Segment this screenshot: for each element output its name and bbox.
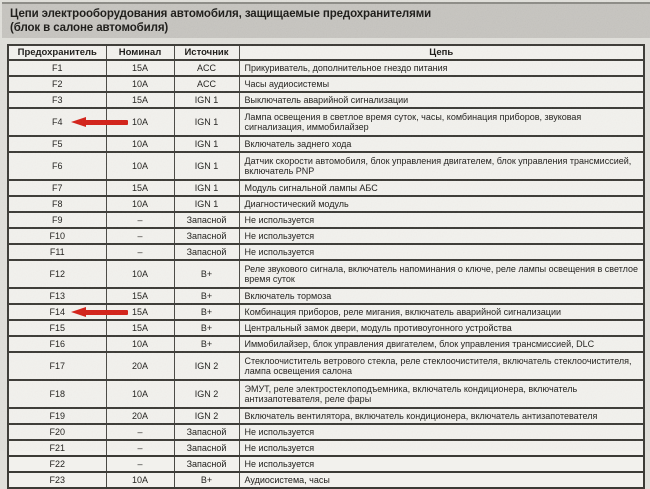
fuse-id: F1 (51, 62, 63, 73)
fuse-source-cell: IGN 2 (174, 408, 239, 424)
fuse-source-cell: Запасной (174, 212, 239, 228)
page-title-band (2, 2, 650, 38)
fuse-circuit-cell: Не используется (239, 456, 644, 472)
fuse-id-cell (8, 92, 106, 108)
fuse-circuit-cell: Центральный замок двери, модуль противоугонного устройства (239, 320, 644, 336)
fuse-id: F13 (49, 290, 65, 301)
fuse-id: F10 (49, 230, 65, 241)
fuse-id-cell (8, 60, 106, 76)
fuse-id: F21 (49, 442, 65, 453)
fuse-id-cell (8, 408, 106, 424)
fuse-circuit-cell: Часы аудиосистемы (239, 76, 644, 92)
fuse-circuit-cell: Стеклоочиститель ветрового стекла, реле стеклоочистителя, включатель стеклоочистителя, лампа освещения салона (239, 352, 644, 380)
fuse-rating-cell: 15A (106, 304, 174, 320)
fuse-id-cell (8, 136, 106, 152)
fuse-table-row (8, 180, 644, 196)
fuse-source-cell: IGN 1 (174, 136, 239, 152)
arrow-head (71, 117, 86, 127)
fuse-table (7, 44, 645, 489)
fuse-id-cell (8, 76, 106, 92)
fuse-circuit-cell: Диагностический модуль (239, 196, 644, 212)
fuse-id-cell (8, 196, 106, 212)
fuse-rating-cell: 10A (106, 152, 174, 180)
fuse-source-cell: IGN 1 (174, 196, 239, 212)
fuse-rating-cell: – (106, 244, 174, 260)
fuse-id: F5 (51, 138, 63, 149)
fuse-rating-cell: 20A (106, 408, 174, 424)
fuse-source-cell: Запасной (174, 440, 239, 456)
fuse-id-cell (8, 352, 106, 380)
fuse-circuit-cell: Иммобилайзер, блок управления двигателем, блок управления трансмиссией, DLC (239, 336, 644, 352)
fuse-source-cell: IGN 1 (174, 180, 239, 196)
fuse-id-cell (8, 424, 106, 440)
fuse-table-row (8, 380, 644, 408)
fuse-table-header-row (8, 45, 644, 60)
fuse-rating-cell: 15A (106, 60, 174, 76)
fuse-circuit-cell: Включатель заднего хода (239, 136, 644, 152)
fuse-circuit-cell: Не используется (239, 440, 644, 456)
fuse-id: F4 (51, 116, 63, 127)
fuse-source-cell: Запасной (174, 228, 239, 244)
fuse-circuit-cell: Не используется (239, 228, 644, 244)
fuse-table-row (8, 336, 644, 352)
fuse-id-cell (8, 288, 106, 304)
fuse-circuit-cell: ЭМУТ, реле электростеклоподъемника, включатель кондиционера, включатель антизапотевателя, реле фары (239, 380, 644, 408)
fuse-rating-cell: 10A (106, 472, 174, 488)
fuse-table-row (8, 228, 644, 244)
fuse-source-cell: B+ (174, 288, 239, 304)
fuse-table-row (8, 456, 644, 472)
fuse-id-cell (8, 108, 106, 136)
fuse-rating-cell: – (106, 424, 174, 440)
fuse-source-cell: IGN 1 (174, 152, 239, 180)
fuse-circuit-cell: Прикуриватель, дополнительное гнездо питания (239, 60, 644, 76)
fuse-id: F12 (49, 268, 65, 279)
fuse-source-cell: ACC (174, 76, 239, 92)
fuse-circuit-cell: Реле звукового сигнала, включатель напоминания о ключе, реле лампы освещения в светлое время суток (239, 260, 644, 288)
fuse-rating-cell: 15A (106, 180, 174, 196)
fuse-rating-cell: 20A (106, 352, 174, 380)
fuse-circuit-cell: Комбинация приборов, реле мигания, включатель аварийной сигнализации (239, 304, 644, 320)
fuse-source-cell: IGN 2 (174, 352, 239, 380)
fuse-circuit-cell: Включатель тормоза (239, 288, 644, 304)
fuse-circuit-cell: Включатель вентилятора, включатель кондиционера, включатель антизапотевателя (239, 408, 644, 424)
fuse-id: F2 (51, 78, 63, 89)
fuse-circuit-cell: Не используется (239, 212, 644, 228)
fuse-id-cell (8, 336, 106, 352)
fuse-rating-cell: 15A (106, 92, 174, 108)
fuse-id-cell (8, 212, 106, 228)
fuse-id-cell (8, 152, 106, 180)
fuse-id: F3 (51, 94, 63, 105)
fuse-id: F7 (51, 182, 63, 193)
fuse-rating-cell: 15A (106, 288, 174, 304)
fuse-source-cell: Запасной (174, 424, 239, 440)
fuse-source-cell: IGN 1 (174, 108, 239, 136)
fuse-id: F22 (49, 458, 65, 469)
fuse-table-row (8, 304, 644, 320)
fuse-table-row (8, 196, 644, 212)
fuse-table-row (8, 108, 644, 136)
fuse-id: F20 (49, 426, 65, 437)
fuse-rating-cell: – (106, 440, 174, 456)
fuse-id: F23 (49, 474, 65, 485)
fuse-rating-cell: 10A (106, 136, 174, 152)
fuse-id: F9 (51, 214, 63, 225)
fuse-source-cell: B+ (174, 472, 239, 488)
fuse-id: F14 (49, 306, 65, 317)
fuse-rating-cell: – (106, 456, 174, 472)
column-header-fuse: Предохранитель (8, 45, 106, 60)
fuse-table-row (8, 288, 644, 304)
fuse-id: F6 (51, 160, 63, 171)
page-title-line-1: Цепи электрооборудования автомобиля, защищаемые предохранителями (10, 8, 432, 20)
fuse-id: F19 (49, 410, 65, 421)
fuse-circuit-cell: Не используется (239, 244, 644, 260)
fuse-rating-cell: – (106, 212, 174, 228)
fuse-id-cell (8, 304, 106, 320)
fuse-id: F8 (51, 198, 63, 209)
fuse-circuit-cell: Не используется (239, 424, 644, 440)
fuse-id: F16 (49, 338, 65, 349)
fuse-table-row (8, 440, 644, 456)
fuse-source-cell: Запасной (174, 244, 239, 260)
fuse-rating-cell: 10A (106, 196, 174, 212)
fuse-id-cell (8, 380, 106, 408)
fuse-id-cell (8, 228, 106, 244)
fuse-id: F17 (49, 360, 65, 371)
fuse-source-cell: IGN 2 (174, 380, 239, 408)
fuse-table-row (8, 320, 644, 336)
fuse-table-row (8, 92, 644, 108)
page-title-line-2: (блок в салоне автомобиля) (10, 22, 169, 34)
column-header-source: Источник (174, 45, 239, 60)
fuse-circuit-cell: Модуль сигнальной лампы АБС (239, 180, 644, 196)
fuse-rating-cell: 10A (106, 76, 174, 92)
fuse-table-row (8, 260, 644, 288)
fuse-source-cell: B+ (174, 336, 239, 352)
fuse-id: F18 (49, 388, 65, 399)
fuse-source-cell: B+ (174, 304, 239, 320)
fuse-table-row (8, 136, 644, 152)
fuse-rating-cell: 10A (106, 336, 174, 352)
fuse-source-cell: B+ (174, 320, 239, 336)
fuse-rating-cell: 10A (106, 260, 174, 288)
fuse-id-cell (8, 456, 106, 472)
column-header-circuit: Цепь (239, 45, 644, 60)
fuse-source-cell: Запасной (174, 456, 239, 472)
fuse-circuit-cell: Выключатель аварийной сигнализации (239, 92, 644, 108)
fuse-circuit-cell: Датчик скорости автомобиля, блок управления двигателем, блок управления трансмиссией, включатель PNP (239, 152, 644, 180)
fuse-rating-cell: 10A (106, 380, 174, 408)
fuse-rating-cell: 15A (106, 320, 174, 336)
fuse-id-cell (8, 260, 106, 288)
fuse-id: F15 (49, 322, 65, 333)
fuse-circuit-cell: Аудиосистема, часы (239, 472, 644, 488)
fuse-source-cell: B+ (174, 260, 239, 288)
fuse-source-cell: ACC (174, 60, 239, 76)
column-header-rating: Номинал (106, 45, 174, 60)
fuse-id-cell (8, 180, 106, 196)
fuse-table-row (8, 352, 644, 380)
fuse-table-row (8, 244, 644, 260)
fuse-table-row (8, 472, 644, 488)
fuse-circuit-cell: Лампа освещения в светлое время суток, часы, комбинация приборов, звуковая сигнализация, иммобилайзер (239, 108, 644, 136)
fuse-table-row (8, 424, 644, 440)
arrow-head (71, 307, 86, 317)
fuse-table-row (8, 60, 644, 76)
fuse-table-row (8, 152, 644, 180)
fuse-table-row (8, 76, 644, 92)
fuse-id: F11 (49, 246, 65, 257)
fuse-rating-cell: 10A (106, 108, 174, 136)
fuse-id-cell (8, 440, 106, 456)
fuse-source-cell: IGN 1 (174, 92, 239, 108)
fuse-table-row (8, 212, 644, 228)
fuse-id-cell (8, 320, 106, 336)
fuse-id-cell (8, 472, 106, 488)
fuse-rating-cell: – (106, 228, 174, 244)
fuse-id-cell (8, 244, 106, 260)
fuse-table-row (8, 408, 644, 424)
